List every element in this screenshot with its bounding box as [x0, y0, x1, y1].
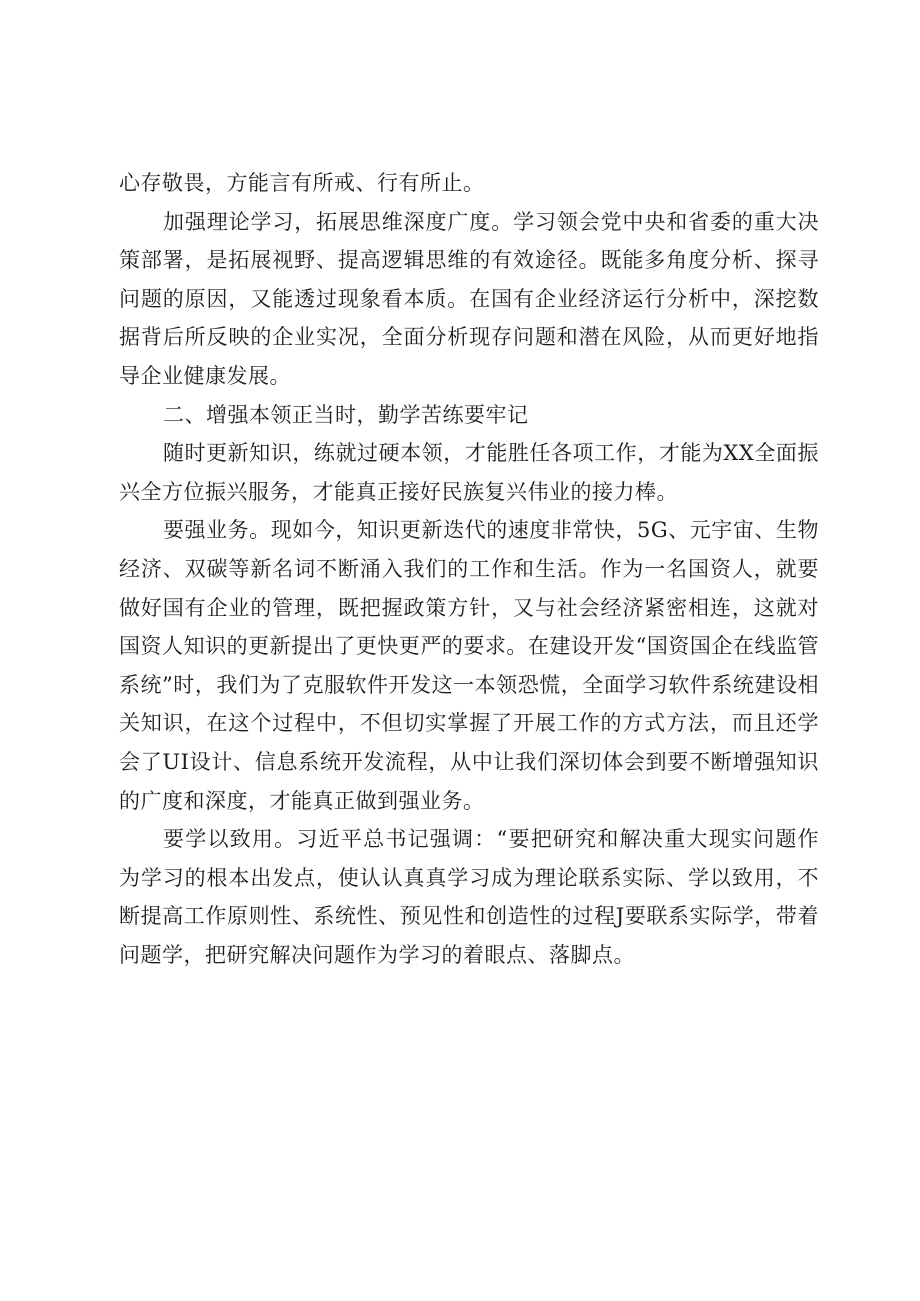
section-heading-2: 二、增强本领正当时，勤学苦练要牢记 — [163, 402, 529, 427]
paragraph-apply-learning: 要学以致用。习近平总书记强调：“要把研究和解决重大现实问题作为学习的根本出发点，使认认真真学习成为理论联系实际、学以致用，不断提高工作原则性、系统性、预见性和创造性的过程J要联系实际学，带着问题学，把研究解决问题作为学习的着眼点、落脚点。 — [119, 827, 819, 967]
paragraph-theory-study: 加强理论学习，拓展思维深度广度。学习领会党中央和省委的重大决策部署，是拓展视野、提高逻辑思维的有效途径。既能多角度分析、探寻问题的原因，又能透过现象看本质。在国有企业经济运行分析中，深挖数据背后所反映的企业实况，全面分析现存问题和潜在风险，从而更好地指导企业健康发展。 — [119, 209, 819, 388]
paragraph-update-knowledge: 随时更新知识，练就过硬本领，才能胜任各项工作，才能为XX全面振兴全方位振兴服务，才能真正接好民族复兴伟业的接力棒。 — [119, 441, 819, 504]
paragraph-strengthen-business: 要强业务。现如今，知识更新迭代的速度非常快，5G、元宇宙、生物经济、双碳等新名词不断涌入我们的工作和生活。作为一名国资人，就要做好国有企业的管理，既把握政策方针，又与社会经济紧密相连，这就对国资人知识的更新提出了更快更严的要求。在建设开发“国资国企在线监管系统”时，我们为了克服软件开发这一本领恐慌，全面学习软件系统建设相关知识，在这个过程中，不但切实掌握了开展工作的方式方法，而且还学会了UI设计、信息系统开发流程，从中让我们深切体会到要不断增强知识的广度和深度，才能真正做到强业务。 — [119, 518, 819, 813]
document-body — [119, 164, 819, 974]
paragraph-continuation: 心存敬畏，方能言有所戒、行有所止。 — [119, 171, 485, 195]
